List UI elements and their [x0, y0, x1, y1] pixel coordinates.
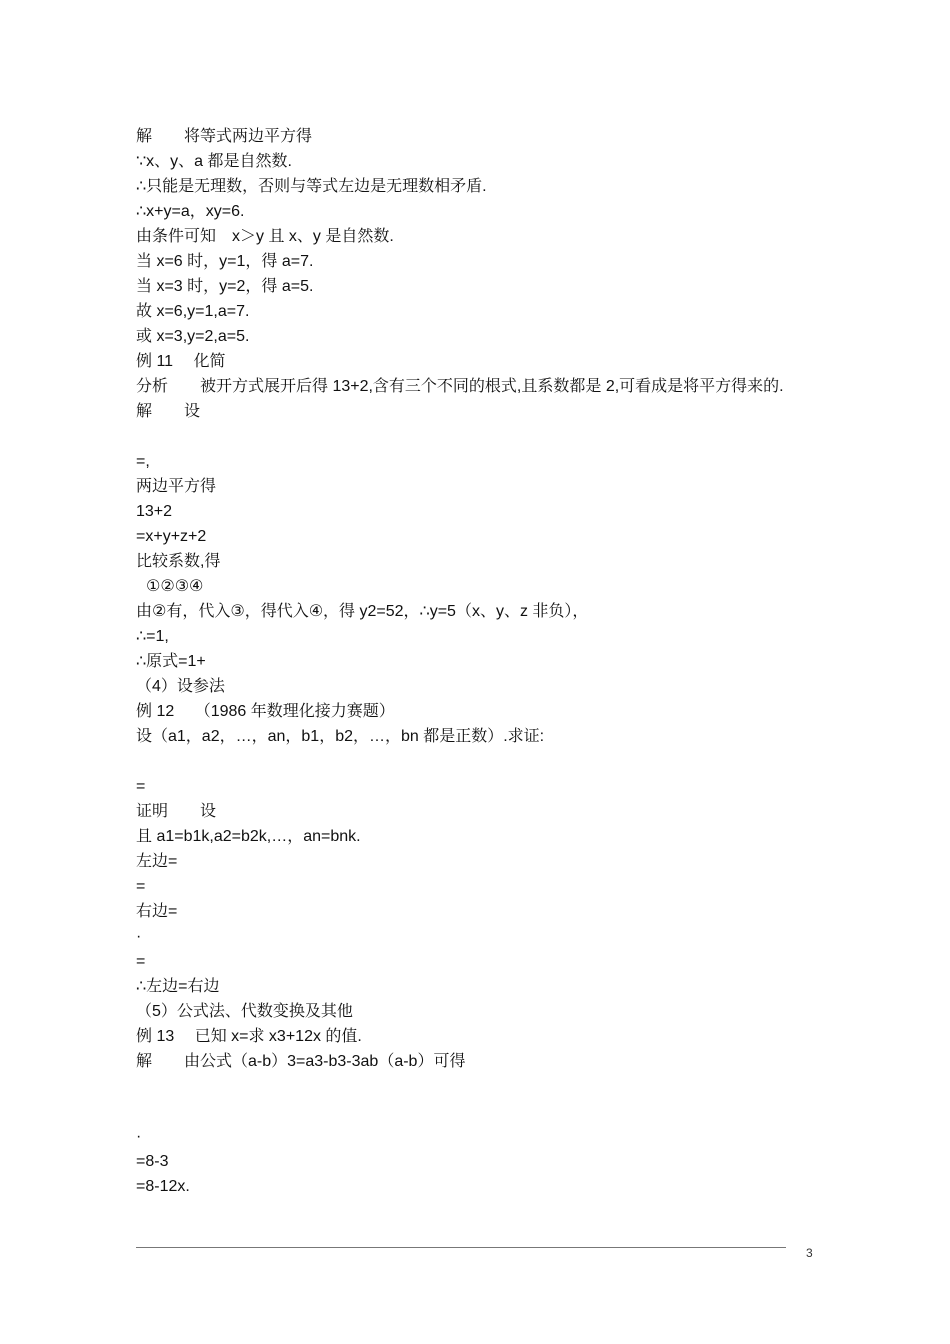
text-line: 由②有，代入③，得代入④，得 y2=52，∴y=5（x、y、z 非负）， — [136, 603, 589, 620]
text-line: ∴只能是无理数，否则与等式左边是无理数相矛盾. — [136, 178, 487, 195]
page-content — [136, 124, 816, 1199]
text-line: 左边= — [136, 853, 178, 870]
text-line: 两边平方得 — [136, 478, 217, 495]
text-line: 比较系数,得 — [136, 553, 221, 570]
text-line: 当 x=3 时，y=2，得 a=5. — [136, 278, 314, 295]
text-line: 当 x=6 时，y=1，得 a=7. — [136, 253, 314, 270]
text-line: 设（a1，a2，…，an，b1，b2，…，bn 都是正数）.求证: — [136, 728, 545, 745]
text-line: 证明 设 — [136, 803, 217, 820]
section-heading: （4）设参法 — [136, 678, 225, 695]
footer-divider — [136, 1247, 786, 1248]
page-number: 3 — [806, 1246, 813, 1260]
example-heading: 例 13 已知 x=求 x3+12x 的值. — [136, 1028, 362, 1045]
text-line: ∴左边=右边 — [136, 978, 220, 995]
text-line: ∴原式=1+ — [136, 653, 206, 670]
text-line: · — [136, 1128, 142, 1145]
text-line: 或 x=3,y=2,a=5. — [136, 328, 250, 345]
section-heading: （5）公式法、代数变换及其他 — [136, 1003, 353, 1020]
text-line: 解 设 — [136, 403, 201, 420]
text-line: ∵x、y、a 都是自然数. — [136, 153, 292, 170]
text-line: 13+2 — [136, 503, 173, 520]
text-line: ∴=1, — [136, 628, 169, 645]
text-line: ∴x+y=a，xy=6. — [136, 203, 245, 220]
text-line: 解 由公式（a-b）3=a3-b3-3ab（a-b）可得 — [136, 1053, 466, 1070]
example-heading: 例 11 化简 — [136, 353, 226, 370]
text-line: 故 x=6,y=1,a=7. — [136, 303, 250, 320]
text-line: =, — [136, 453, 150, 470]
text-line: · — [136, 928, 142, 945]
text-line: =8-3 — [136, 1153, 169, 1170]
text-line: 右边= — [136, 903, 178, 920]
example-heading: 例 12 （1986 年数理化接力赛题） — [136, 703, 395, 720]
text-line: = — [136, 878, 146, 895]
text-line: = — [136, 778, 146, 795]
equation-labels: ①②③④ — [146, 578, 204, 595]
text-line: 解 将等式两边平方得 — [136, 128, 313, 145]
text-line: =8-12x. — [136, 1178, 190, 1195]
text-line: = — [136, 953, 146, 970]
text-line: 且 a1=b1k,a2=b2k,…，an=bnk. — [136, 828, 361, 845]
text-line: =x+y+z+2 — [136, 528, 207, 545]
analysis-paragraph: 分析 被开方式展开后得 13+2,含有三个不同的根式,且系数都是 2,可看成是将平方得来的. — [136, 378, 784, 395]
text-line: 由条件可知 x＞y 且 x、y 是自然数. — [136, 228, 394, 245]
